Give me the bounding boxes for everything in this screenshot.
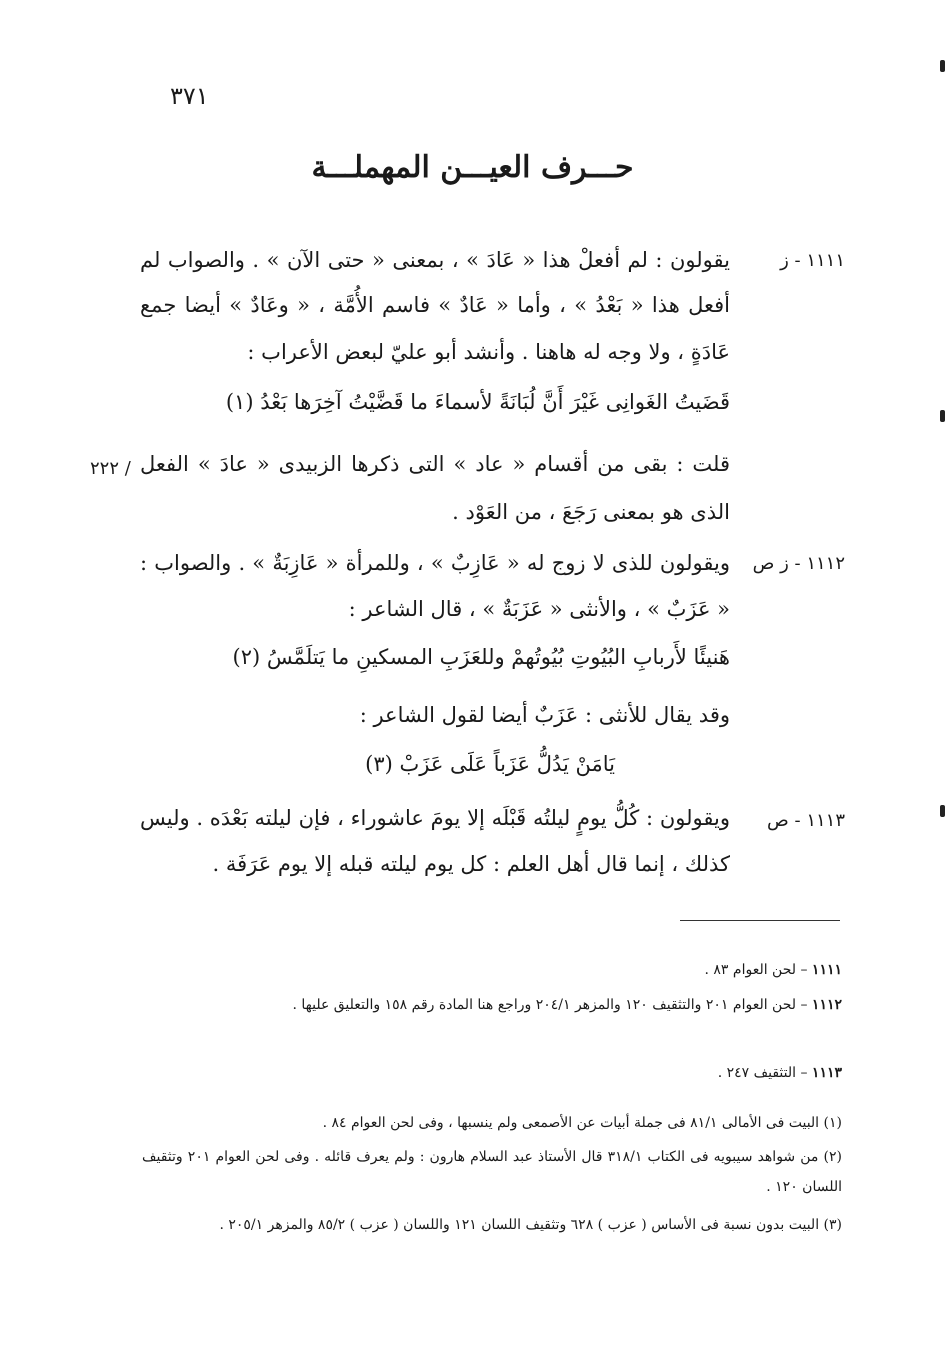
entry-text-line: « عَزَبٌ » ، والأنثى « عَزَبَةٌ » ، قال الشاعر : — [348, 597, 730, 621]
scan-edge-mark — [940, 805, 945, 817]
note-line: قلت : بقى من أقسام « عاد » التى ذكرها الزبيدى « عادَ » الفعل — [140, 452, 730, 476]
source-text: – التثقيف ٢٤٧ . — [717, 1065, 808, 1081]
chapter-title: حـــرف العيـــن المهملـــة — [311, 150, 634, 185]
page-number: ٣٧١ — [170, 82, 209, 110]
verse: قَضَيتُ الغَوانِى غَيْرَ أَنَّ لُبَانَةً لأسماءَ ما قَضَّيْتُ آخِرَها بَعْدُ (١) — [225, 390, 730, 414]
margin-reference: ٢٢٢ / — [90, 458, 131, 479]
source-number: ١١١١ — [811, 962, 842, 978]
entry-text-line: وقد يقال للأنثى : عَزَبٌ أيضا لقول الشاعر : — [359, 703, 730, 727]
source-reference — [142, 990, 842, 1020]
footnote: (٢) من شواهد سيبويه فى الكتاب ٣١٨/١ قال الأستاذ عبد السلام هارون : ولم يعرف قائله . وفى لحن العوام ٢٠١ وتثقيف اللسان ١٢٠ . — [142, 1149, 842, 1195]
footnote-divider — [680, 920, 840, 921]
source-text: – لحن العوام ٨٣ . — [704, 962, 808, 978]
entry-text-line: كذلك ، إنما قال أهل العلم : كل يوم ليلته قبله إلا يوم عَرَفَة . — [212, 852, 730, 876]
entry-text-line: ويقولون : كُلُّ يومٍ ليلتُه قَبْلَه إلا يومَ عاشوراء ، فإن ليلته بَعْدَه . وليس — [140, 806, 730, 830]
source-text: – لحن العوام ٢٠١ والتثقيف ١٢٠ والمزهر ٢٠٤/١ وراجع هنا المادة رقم ١٥٨ والتعليق عليها . — [292, 997, 808, 1013]
entry-text-line: يقولون : لم أفعلْ هذا « عَادَ » ، بمعنى « حتى الآن » . والصواب لم — [140, 248, 730, 272]
source-reference — [142, 1058, 842, 1088]
source-number: ١١١٢ — [811, 997, 842, 1013]
entry-text-line: ويقولون للذى لا زوج له « عَازِبٌ » ، وللمرأة « عَازِبَةٌ » . والصواب : — [140, 551, 730, 575]
entry-number: ١١١٢ - ز ص — [752, 553, 845, 574]
scan-edge-mark — [940, 60, 945, 72]
footnote: (١) البيت فى الأمالى ٨١/١ فى جملة أبيات عن الأصمعى ولم ينسبها ، وفى لحن العوام ٨٤ . — [322, 1115, 842, 1131]
entry-text-line: عَادَةٍ ، ولا وجه له هاهنا . وأنشد أبو عليّ لبعض الأعراب : — [247, 340, 730, 364]
source-number: ١١١٣ — [811, 1065, 842, 1081]
scan-edge-mark — [940, 410, 945, 422]
verse: يَامَنْ يَدُلُّ عَزَباً عَلَى عَزَبْ (٣) — [365, 752, 615, 776]
source-reference — [142, 955, 842, 985]
footnote: (٣) البيت بدون نسبة فى الأساس ( عزب ) ٦٢٨ وتثقيف اللسان ١٢١ واللسان ( عزب ) ٨٥/٢ والمزهر ٢٠٥/١ . — [219, 1217, 842, 1233]
verse: هَنيئًا لأَربابِ البُيُوتِ بُيُوتُهمْ وللعَزَبِ المسكينِ ما يَتلَمَّسُ (٢) — [232, 645, 730, 669]
note-line: الذى هو بمعنى رَجَعَ ، من العَوْد . — [452, 500, 730, 524]
entry-number: ١١١٣ - ص — [767, 810, 845, 831]
entry-number: ١١١١ - ز — [780, 250, 845, 271]
entry-text-line: أفعل هذا « بَعْدُ » ، وأما « عَادٌ » فاسم الأُمَّة ، « وعَادٌ » أيضا جمع — [140, 293, 730, 317]
